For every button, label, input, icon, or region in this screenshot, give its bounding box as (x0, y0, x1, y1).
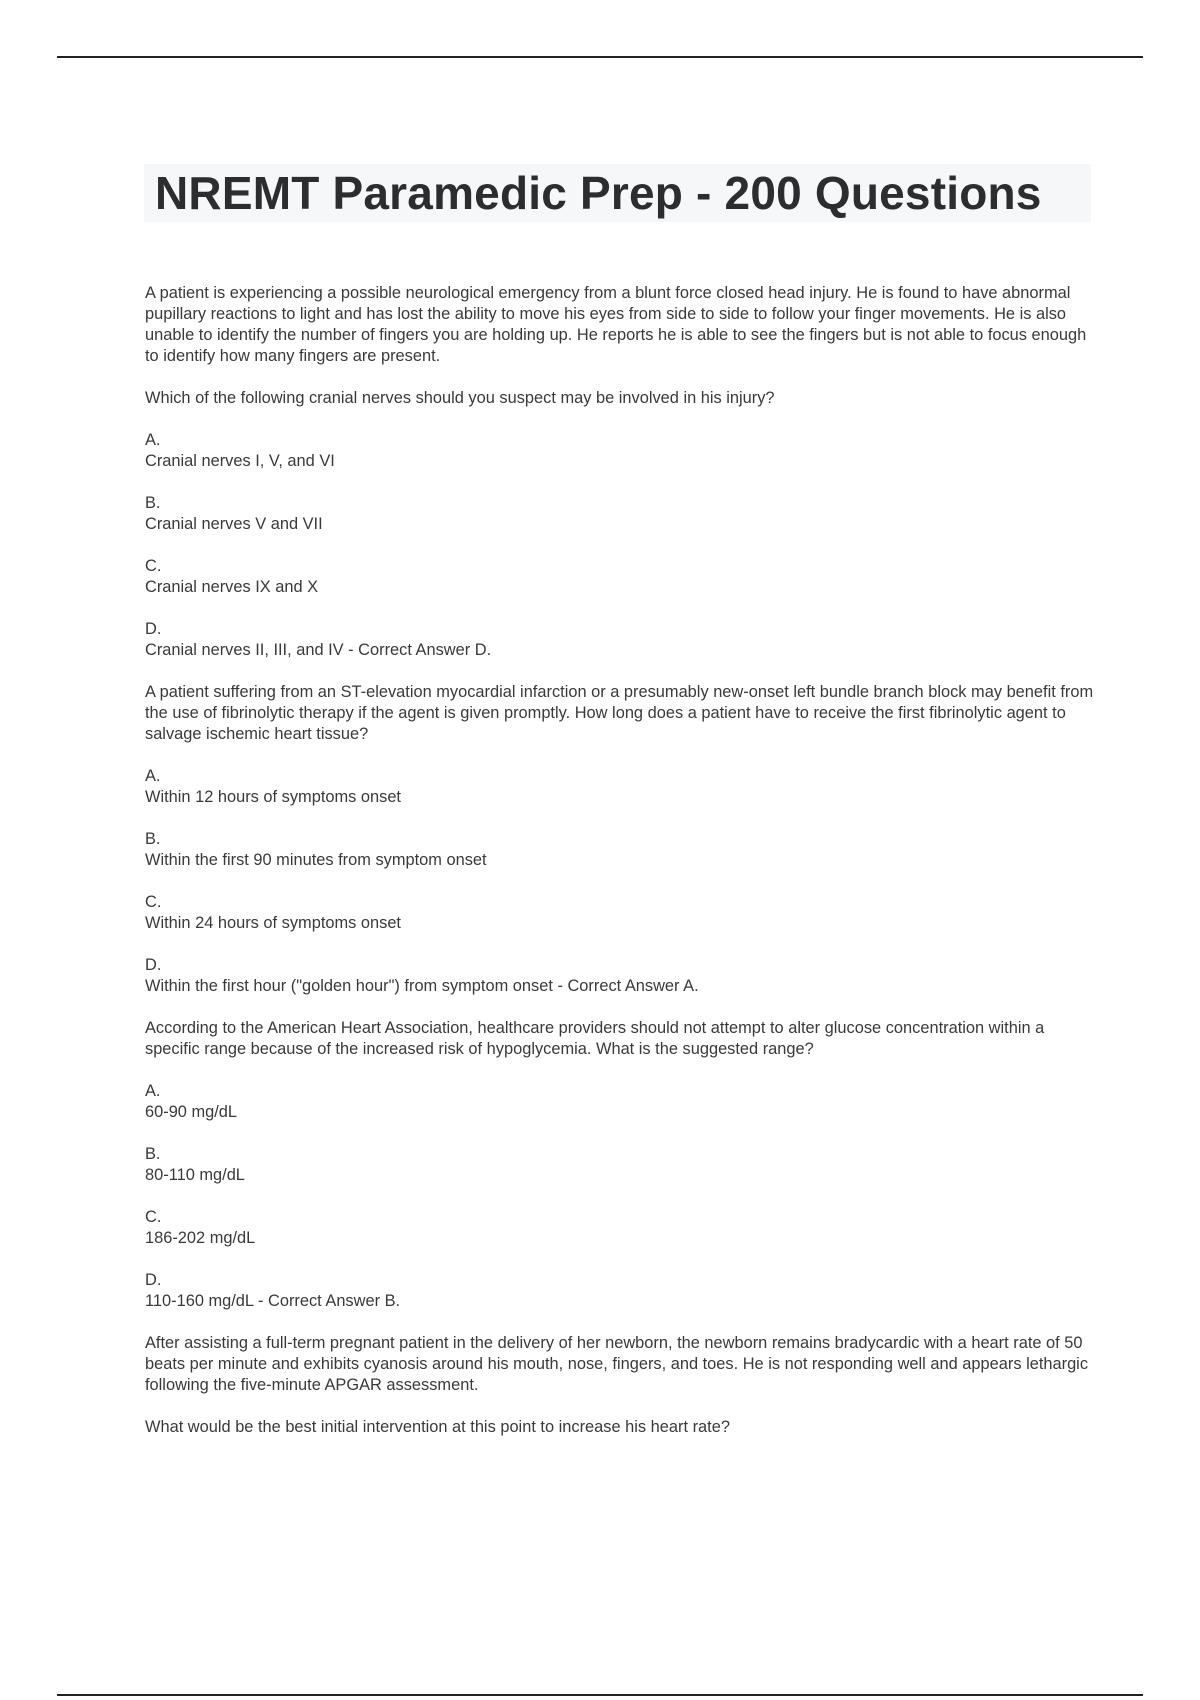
option-text: Within the first hour ("golden hour") from symptom onset - Correct Answer A. (145, 977, 699, 995)
option-letter: A. (145, 767, 161, 785)
question-stem: According to the American Heart Association, healthcare providers should not attempt to alter glucose concentration within a specific range because of the increased risk of hypoglycemia. What is the suggested range? (145, 1019, 1045, 1058)
option-letter: C. (145, 1208, 162, 1226)
answer-option (145, 493, 1095, 535)
footer-rule (57, 1694, 1143, 1696)
option-text: Cranial nerves IX and X (145, 578, 319, 596)
title-banner (144, 164, 1091, 222)
answer-option (145, 619, 1095, 661)
answer-option (145, 892, 1095, 934)
answer-option (145, 1207, 1095, 1249)
option-letter: C. (145, 557, 162, 575)
option-text: 110-160 mg/dL - Correct Answer B. (145, 1292, 401, 1310)
option-letter: C. (145, 893, 162, 911)
question-stem: A patient is experiencing a possible neurological emergency from a blunt force closed head injury. He is found to have abnormal pupillary reactions to light and has lost the ability to move his eyes from side to side to follow your finger movements. He is also unable to identify the number of fingers you are holding up. He reports he is able to see the fingers but is not able to focus enough to identify how many fingers are present. (145, 284, 1087, 365)
option-text: Cranial nerves I, V, and VI (145, 452, 335, 470)
option-letter: A. (145, 431, 161, 449)
answer-option (145, 1144, 1095, 1186)
option-letter: D. (145, 1271, 162, 1289)
option-letter: B. (145, 830, 161, 848)
question-prompt: Which of the following cranial nerves should you suspect may be involved in his injury? (145, 389, 775, 407)
answer-option (145, 1081, 1095, 1123)
answer-option (145, 430, 1095, 472)
page-title: NREMT Paramedic Prep - 200 Questions (155, 167, 1042, 219)
option-letter: B. (145, 1145, 161, 1163)
answer-option (145, 556, 1095, 598)
option-letter: D. (145, 956, 162, 974)
option-letter: A. (145, 1082, 161, 1100)
option-text: 186-202 mg/dL (145, 1229, 256, 1247)
option-letter: D. (145, 620, 162, 638)
option-letter: B. (145, 494, 161, 512)
option-text: 60-90 mg/dL (145, 1103, 238, 1121)
question-list (145, 283, 1095, 1459)
answer-option (145, 955, 1095, 997)
header-rule (57, 56, 1143, 58)
answer-option (145, 766, 1095, 808)
option-text: Cranial nerves II, III, and IV - Correct Answer D. (145, 641, 492, 659)
question-prompt: What would be the best initial intervention at this point to increase his heart rate? (145, 1418, 730, 1436)
answer-option (145, 829, 1095, 871)
question-stem: After assisting a full-term pregnant patient in the delivery of her newborn, the newborn remains bradycardic with a heart rate of 50 beats per minute and exhibits cyanosis around his mouth, nose, fingers, and toes. He is not responding well and appears lethargic following the five-minute APGAR assessment. (145, 1334, 1089, 1394)
question-stem: A patient suffering from an ST-elevation myocardial infarction or a presumably new-onset left bundle branch block may benefit from the use of fibrinolytic therapy if the agent is given promptly. How long does a patient have to receive the first fibrinolytic agent to salvage ischemic heart tissue? (145, 683, 1094, 743)
answer-option (145, 1270, 1095, 1312)
option-text: Within 24 hours of symptoms onset (145, 914, 401, 932)
option-text: Within the first 90 minutes from symptom onset (145, 851, 487, 869)
option-text: Cranial nerves V and VII (145, 515, 323, 533)
option-text: Within 12 hours of symptoms onset (145, 788, 401, 806)
option-text: 80-110 mg/dL (145, 1166, 245, 1184)
